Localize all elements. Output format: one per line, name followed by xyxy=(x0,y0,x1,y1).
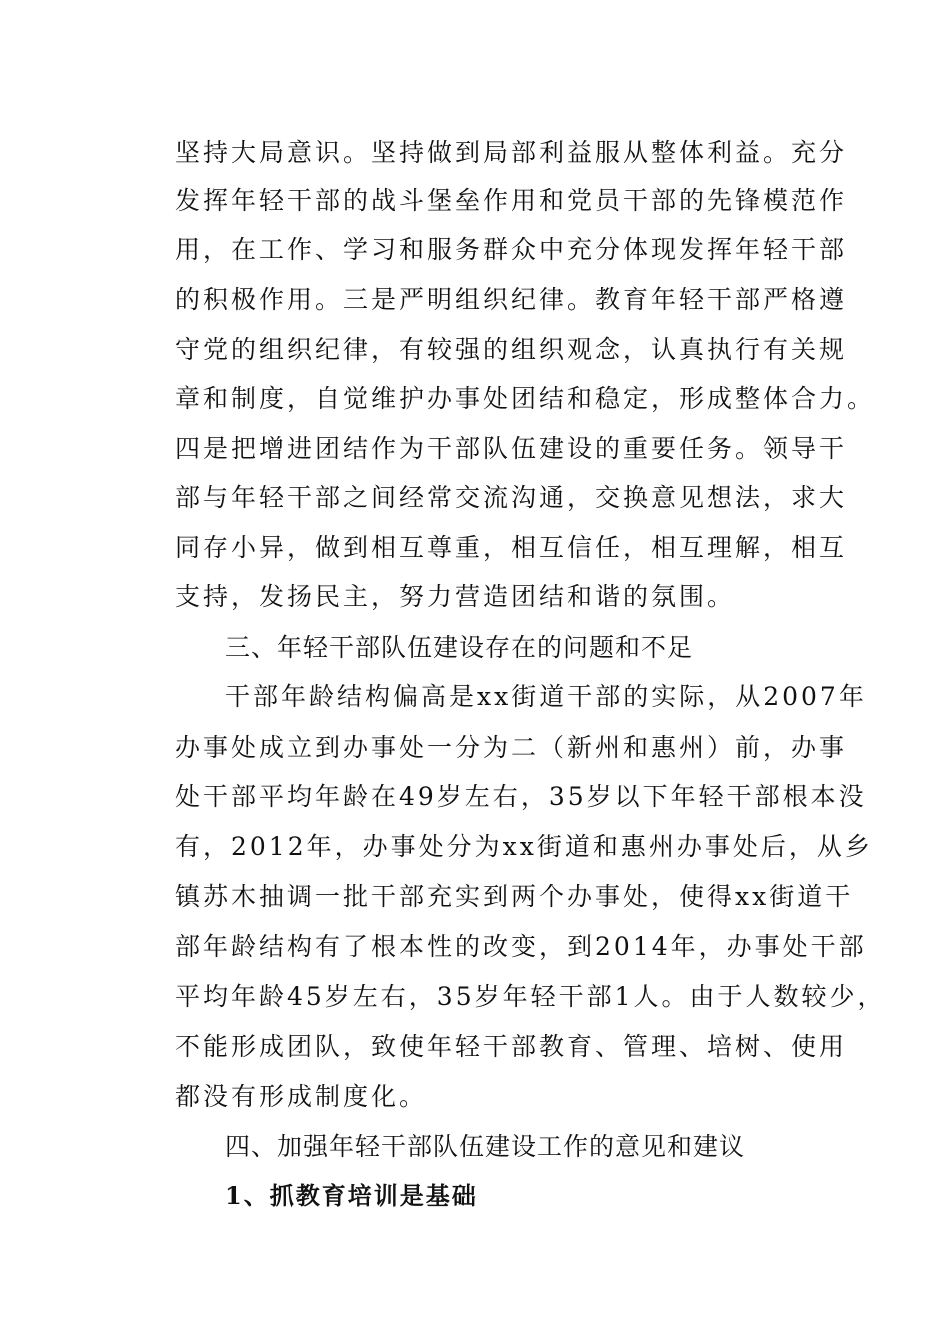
body-text-line: 不能形成团队，致使年轻干部教育、管理、培树、使用 xyxy=(175,1032,848,1061)
body-text-line: 同存小异，做到相互尊重，相互信任，相互理解，相互 xyxy=(175,533,848,562)
body-text-line: 发挥年轻干部的战斗堡垒作用和党员干部的先锋模范作 xyxy=(175,186,848,215)
body-text-line: 的积极作用。三是严明组织纪律。教育年轻干部严格遵 xyxy=(175,285,848,314)
body-text-line: 部与年轻干部之间经常交流沟通，交换意见想法，求大 xyxy=(175,483,848,512)
body-text-line: 有，2012年，办事处分为xx街道和惠州办事处后，从乡 xyxy=(175,832,873,861)
subsection-heading: 1、抓教育培训是基础 xyxy=(225,1181,478,1210)
body-text-line: 用，在工作、学习和服务群众中充分体现发挥年轻干部 xyxy=(175,235,848,264)
body-text-line: 支持，发扬民主，努力营造团结和谐的氛围。 xyxy=(175,582,736,611)
section-heading: 三、年轻干部队伍建设存在的问题和不足 xyxy=(225,633,694,662)
body-text-line: 处干部平均年龄在49岁左右，35岁以下年轻干部根本没 xyxy=(175,782,867,811)
body-text-line: 守党的组织纪律，有较强的组织观念，认真执行有关规 xyxy=(175,335,848,364)
body-text-line: 都没有形成制度化。 xyxy=(175,1082,428,1111)
section-heading: 四、加强年轻干部队伍建设工作的意见和建议 xyxy=(225,1132,746,1161)
body-text-line: 部年龄结构有了根本性的改变，到2014年，办事处干部 xyxy=(175,932,867,961)
paragraph-first-line: 干部年龄结构偏高是xx街道干部的实际，从2007年 xyxy=(225,682,867,711)
body-text-line: 坚持大局意识。坚持做到局部利益服从整体利益。充分 xyxy=(175,138,848,167)
body-text-line: 四是把增进团结作为干部队伍建设的重要任务。领导干 xyxy=(175,434,848,463)
body-text-line: 镇苏木抽调一批干部充实到两个办事处，使得xx街道干 xyxy=(175,882,854,911)
body-text-line: 办事处成立到办事处一分为二（新州和惠州）前，办事 xyxy=(175,733,848,762)
body-text-line: 平均年龄45岁左右，35岁年轻干部1人。由于人数较少， xyxy=(175,982,886,1011)
body-text-line: 章和制度，自觉维护办事处团结和稳定，形成整体合力。 xyxy=(175,384,876,413)
